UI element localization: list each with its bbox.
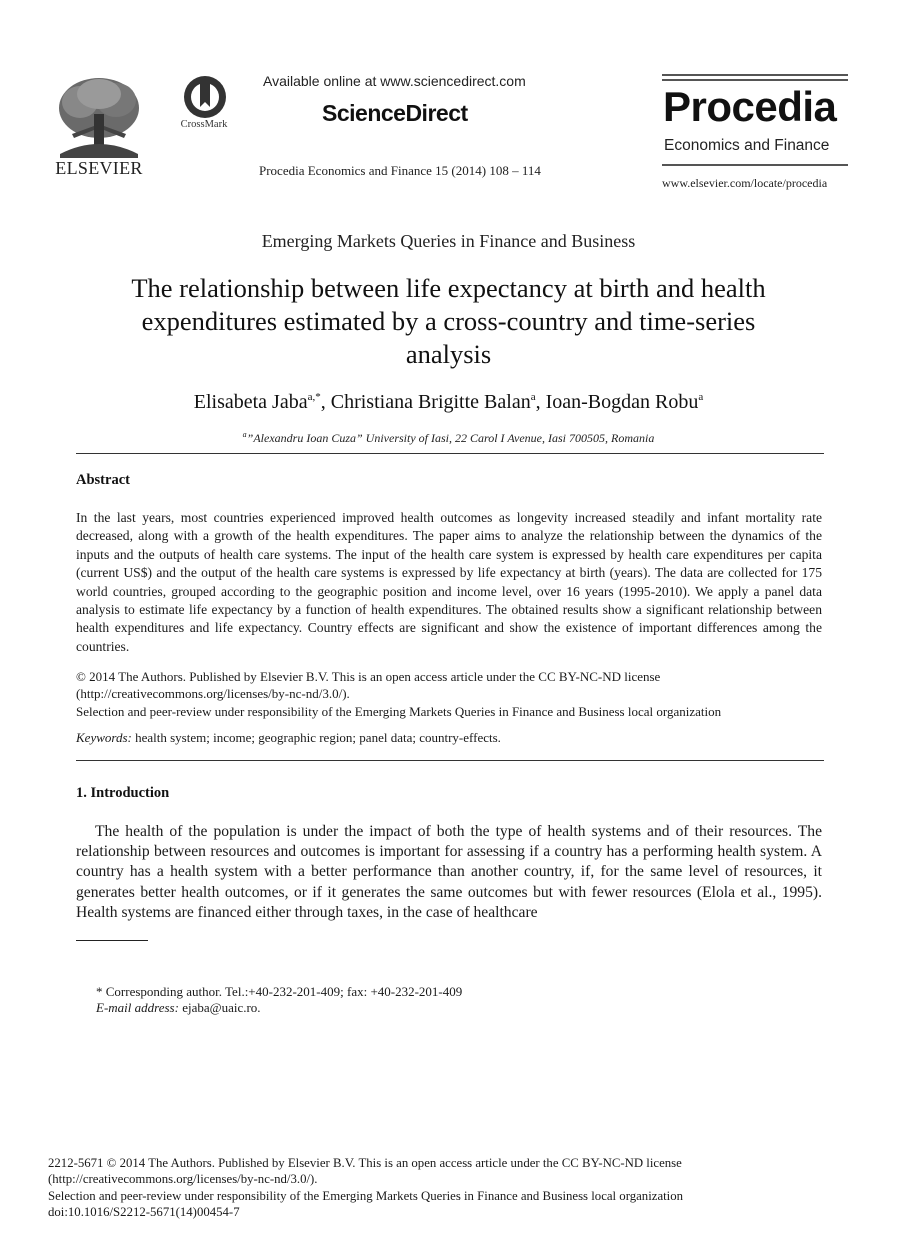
author-name: Christiana Brigitte Balan xyxy=(330,391,531,413)
footer-issn-license: 2212-5671 © 2014 The Authors. Published by Elsevier B.V. This is an open access article under the CC BY-NC-ND license xyxy=(48,1156,682,1170)
affiliation xyxy=(0,430,897,446)
peer-review-notice: Selection and peer-review under responsibility of the Emerging Markets Queries in Finance and Business local organization xyxy=(76,704,722,719)
journal-citation: Procedia Economics and Finance 15 (2014) 108 – 114 xyxy=(259,163,541,178)
sciencedirect-logo-text[interactable]: ScienceDirect xyxy=(322,100,468,126)
paper-title-line: The relationship between life expectancy at birth and health xyxy=(131,273,766,303)
keywords xyxy=(76,730,501,746)
keywords-list: health system; income; geographic region; panel data; country-effects. xyxy=(135,730,501,745)
email-address[interactable]: ejaba@uaic.ro. xyxy=(182,1000,261,1015)
email-label: E-mail address: xyxy=(96,1000,179,1015)
paper-title-line: expenditures estimated by a cross-country and time-series xyxy=(141,306,756,336)
author-affiliation-marker: a xyxy=(698,391,704,403)
journal-logo-subtitle: Economics and Finance xyxy=(664,137,830,154)
abstract-heading: Abstract xyxy=(76,472,130,488)
author-separator: , xyxy=(535,391,546,413)
keywords-label: Keywords: xyxy=(76,730,132,745)
divider xyxy=(76,453,824,454)
author-name: Ioan-Bogdan Robu xyxy=(545,391,699,413)
footer-doi[interactable]: doi:10.1016/S2212-5671(14)00454-7 xyxy=(48,1205,240,1219)
journal-url-link[interactable]: www.elsevier.com/locate/procedia xyxy=(662,176,828,190)
introduction-paragraph: The health of the population is under the impact of both the type of health systems and of their resources. The relationship between resources and outcomes is important for assessing if a country has a performing health system. A country has a health system with a better performance than another country, if, for the same level of resources, it generates better health outcomes, or if it generates the same outcomes but with fewer resources (Elola et al., 1995). Health systems are financed either through taxes, in the case of healthcare xyxy=(76,823,822,921)
footer-license-link[interactable]: (http://creativecommons.org/licenses/by-nc-nd/3.0/). xyxy=(48,1172,318,1186)
footnote-rule xyxy=(76,940,148,941)
corresponding-author-footnote: * Corresponding author. Tel.:+40-232-201-409; fax: +40-232-201-409 xyxy=(96,984,463,999)
abstract-body: In the last years, most countries experienced improved health outcomes as longevity increased steadily and infant mortality rate decreased, along with a growth of the health expenditures. The paper aims to analyze the relationship between the dynamics of the inputs and the outputs of health care systems. The input of the health care system is expressed by health care expenditures per capita (current US$) and the output of the health care systems is expressed by life expectancy at birth (years). The data are collected for 175 world countries, grouped according to the geographic position and income level, over 16 years (1995-2010). We apply a panel data analysis to estimate life expectancy by a function of health expenditures. The obtained results show a significant relationship between health expenditures and life expectancy. Country effects are significant and show the existence of important differences among the countries. xyxy=(76,510,822,654)
copyright-notice: © 2014 The Authors. Published by Elsevier B.V. This is an open access article under the CC BY-NC-ND license xyxy=(76,669,661,684)
email-footnote xyxy=(96,1000,261,1016)
author-separator: , xyxy=(320,391,331,413)
divider xyxy=(76,760,824,761)
author-list xyxy=(0,391,897,414)
author-affiliation-marker: a xyxy=(530,391,536,403)
crossmark-label: CrossMark xyxy=(180,119,228,130)
footer-peer-review: Selection and peer-review under responsibility of the Emerging Markets Queries in Finance and Business local organization xyxy=(48,1189,684,1203)
paper-title xyxy=(80,272,817,371)
author-name: Elisabeta Jaba xyxy=(193,391,308,413)
publisher-logo-text: ELSEVIER xyxy=(55,158,143,178)
conference-name: Emerging Markets Queries in Finance and Business xyxy=(261,231,636,251)
introduction-body xyxy=(76,822,822,923)
affiliation-text: ”Alexandru Ioan Cuza” University of Iasi, 22 Carol I Avenue, Iasi 700505, Romania xyxy=(246,431,655,445)
procedia-bottom-rule xyxy=(662,164,848,166)
journal-logo-title: Procedia xyxy=(663,83,837,130)
license-link[interactable]: (http://creativecommons.org/licenses/by-nc-nd/3.0/). xyxy=(76,686,350,701)
affiliation-marker: a xyxy=(242,430,247,439)
author-affiliation-marker: a,* xyxy=(307,391,321,403)
paper-title-line: analysis xyxy=(405,339,492,369)
introduction-heading: 1. Introduction xyxy=(76,785,170,801)
available-online-text: Available online at www.sciencedirect.com xyxy=(263,73,526,89)
